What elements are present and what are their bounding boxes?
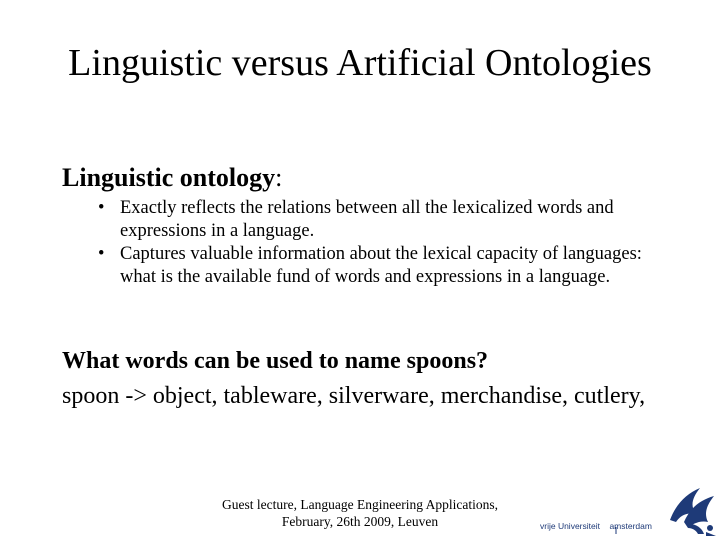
heading-colon: : [275, 163, 283, 192]
bullet-text: Exactly reflects the relations between all the lexicalized words and expressions in a language. [120, 198, 614, 241]
university-name [540, 521, 652, 531]
footer-line-1: Guest lecture, Language Engineering Applications, [222, 497, 498, 512]
footer-line-2: February, 26th 2009, Leuven [281, 514, 439, 529]
bullet-item [98, 197, 678, 243]
university-name-right: amsterdam [609, 521, 652, 531]
footer [196, 496, 524, 530]
heading-bold-text: Linguistic ontology [62, 163, 276, 192]
section-heading-linguistic-ontology [62, 163, 282, 193]
bullet-item [98, 243, 678, 289]
bullet-dot-icon: • [98, 244, 105, 264]
question-heading: What words can be used to name spoons? [62, 348, 489, 374]
bullet-text: Captures valuable information about the lexical capacity of languages: what is the available fund of words and expressions in a language. [120, 244, 642, 287]
bullet-list [98, 197, 678, 289]
university-name-left: vrije Universiteit [540, 521, 600, 531]
bullet-dot-icon: • [98, 198, 105, 218]
griffin-logo-icon [670, 488, 716, 536]
example-line: spoon -> object, tableware, silverware, merchandise, cutlery, [62, 383, 646, 409]
slide-title: Linguistic versus Artificial Ontologies [68, 42, 652, 84]
